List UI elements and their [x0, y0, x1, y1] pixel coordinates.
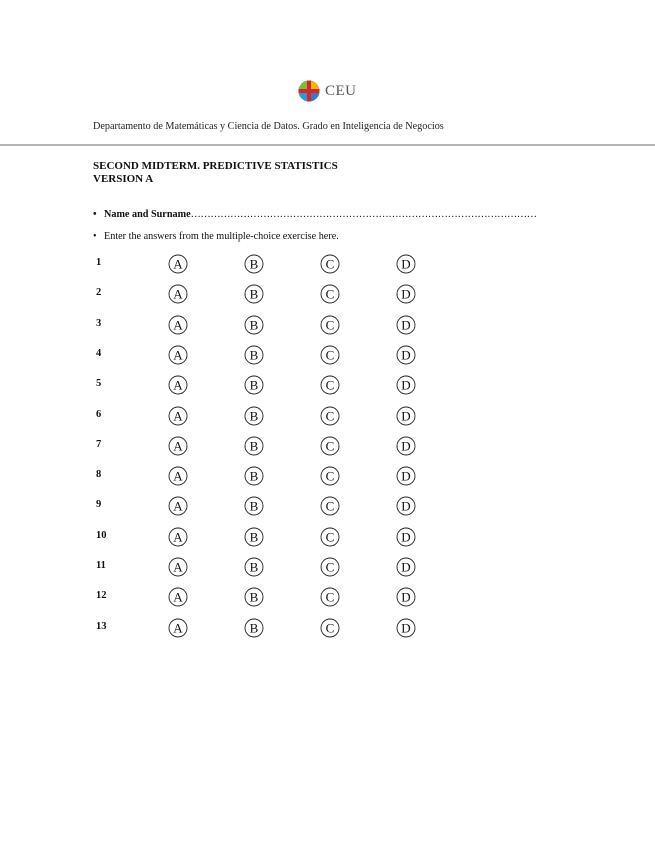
- answer-option-d[interactable]: [396, 254, 416, 274]
- bubble-letter: A: [173, 256, 183, 272]
- answer-option-b[interactable]: [244, 284, 264, 304]
- question-number: 6: [96, 408, 102, 420]
- answer-bubble: [244, 254, 264, 274]
- answer-bubble: [168, 315, 188, 335]
- name-field[interactable]: [93, 209, 537, 220]
- answer-bubble: [244, 406, 264, 426]
- bubble-letter: C: [325, 438, 335, 454]
- bubble-letter: A: [173, 347, 183, 363]
- bubble-letter: A: [173, 498, 183, 514]
- answer-option-c[interactable]: [320, 527, 340, 547]
- bubble-letter: B: [249, 589, 259, 605]
- bullet-icon: •: [93, 231, 97, 242]
- answer-bubble: [244, 496, 264, 516]
- answer-bubble: [320, 496, 340, 516]
- answer-option-c[interactable]: [320, 345, 340, 365]
- exam-title-line1: SECOND MIDTERM. PREDICTIVE STATISTICS: [93, 160, 338, 172]
- bubble-letter: A: [173, 316, 183, 332]
- answer-option-c[interactable]: [320, 466, 340, 486]
- exam-version: VERSION A: [93, 173, 154, 185]
- bubble-letter: A: [173, 619, 183, 635]
- answer-bubble: [320, 436, 340, 456]
- answer-bubble: [396, 254, 416, 274]
- answer-bubble: [168, 557, 188, 577]
- bubble-letter: D: [401, 619, 411, 635]
- bubble-letter: D: [401, 256, 411, 272]
- answer-option-d[interactable]: [396, 375, 416, 395]
- answer-bubble: [396, 284, 416, 304]
- answer-bubble: [396, 527, 416, 547]
- answer-bubble: [168, 284, 188, 304]
- answer-option-d[interactable]: [396, 466, 416, 486]
- answer-option-b[interactable]: [244, 466, 264, 486]
- answer-bubble: [168, 406, 188, 426]
- answer-bubble: [396, 496, 416, 516]
- answer-option-d[interactable]: [396, 406, 416, 426]
- bubble-letter: A: [173, 377, 183, 393]
- bubble-letter: D: [401, 559, 411, 575]
- question-number: 4: [96, 347, 102, 359]
- answer-option-a[interactable]: [168, 557, 188, 577]
- answer-bubble: [396, 315, 416, 335]
- answer-row: [0, 436, 655, 458]
- answer-option-a[interactable]: [168, 406, 188, 426]
- answer-option-a[interactable]: [168, 254, 188, 274]
- answer-bubble: [168, 466, 188, 486]
- answer-option-b[interactable]: [244, 254, 264, 274]
- bubble-letter: C: [325, 286, 335, 302]
- bubble-letter: B: [249, 407, 259, 423]
- question-number: 10: [96, 529, 107, 541]
- bubble-letter: C: [325, 498, 335, 514]
- question-number: 7: [96, 438, 102, 450]
- question-number: 8: [96, 469, 102, 481]
- bubble-letter: B: [249, 619, 259, 635]
- department-header: Departamento de Matemáticas y Ciencia de Datos. Grado en Inteligencia de Negocios: [93, 121, 444, 132]
- answer-bubble: [168, 587, 188, 607]
- answer-row: [0, 345, 655, 367]
- answer-option-a[interactable]: [168, 466, 188, 486]
- answer-option-d[interactable]: [396, 587, 416, 607]
- answer-bubble: [320, 254, 340, 274]
- answer-bubble: [320, 406, 340, 426]
- bubble-letter: D: [401, 347, 411, 363]
- answer-bubble: [396, 345, 416, 365]
- answer-option-d[interactable]: [396, 618, 416, 638]
- bubble-letter: C: [325, 407, 335, 423]
- answer-bubble: [396, 587, 416, 607]
- answer-bubble: [168, 527, 188, 547]
- ceu-cross-icon: [298, 80, 320, 102]
- bubble-letter: B: [249, 256, 259, 272]
- answer-bubble: [244, 375, 264, 395]
- answer-option-a[interactable]: [168, 618, 188, 638]
- bubble-letter: A: [173, 286, 183, 302]
- bubble-letter: C: [325, 559, 335, 575]
- answer-option-d[interactable]: [396, 315, 416, 335]
- bubble-letter: D: [401, 286, 411, 302]
- answer-bubble: [244, 436, 264, 456]
- answer-option-c[interactable]: [320, 587, 340, 607]
- bubble-letter: A: [173, 528, 183, 544]
- answer-bubble: [320, 527, 340, 547]
- bubble-letter: C: [325, 589, 335, 605]
- answer-bubble: [168, 496, 188, 516]
- answer-option-c[interactable]: [320, 406, 340, 426]
- answer-row: [0, 284, 655, 306]
- bubble-letter: C: [325, 347, 335, 363]
- answer-option-c[interactable]: [320, 557, 340, 577]
- answer-option-c[interactable]: [320, 254, 340, 274]
- answer-row: [0, 527, 655, 549]
- answer-option-b[interactable]: [244, 587, 264, 607]
- answer-bubble: [320, 466, 340, 486]
- answer-row: [0, 557, 655, 579]
- answer-option-b[interactable]: [244, 557, 264, 577]
- bubble-letter: C: [325, 377, 335, 393]
- bubble-letter: B: [249, 559, 259, 575]
- answer-row: [0, 587, 655, 609]
- answer-row: [0, 375, 655, 397]
- answer-option-a[interactable]: [168, 587, 188, 607]
- bubble-letter: C: [325, 619, 335, 635]
- answer-row: [0, 254, 655, 276]
- answer-option-b[interactable]: [244, 375, 264, 395]
- bubble-letter: D: [401, 377, 411, 393]
- question-number: 9: [96, 499, 102, 511]
- bubble-letter: C: [325, 528, 335, 544]
- answer-bubble: [396, 375, 416, 395]
- bubble-letter: B: [249, 377, 259, 393]
- bubble-letter: C: [325, 256, 335, 272]
- bubble-letter: D: [401, 528, 411, 544]
- answer-option-d[interactable]: [396, 557, 416, 577]
- answer-option-a[interactable]: [168, 284, 188, 304]
- answer-option-a[interactable]: [168, 315, 188, 335]
- answer-bubble: [396, 436, 416, 456]
- question-number: 11: [96, 560, 106, 571]
- answer-bubble: [320, 618, 340, 638]
- answer-bubble: [320, 315, 340, 335]
- answer-option-d[interactable]: [396, 527, 416, 547]
- answer-row: [0, 496, 655, 518]
- bubble-letter: B: [249, 286, 259, 302]
- bubble-letter: C: [325, 316, 335, 332]
- answer-option-c[interactable]: [320, 284, 340, 304]
- answer-bubble: [244, 587, 264, 607]
- question-number: 12: [96, 590, 107, 602]
- answer-option-a[interactable]: [168, 496, 188, 516]
- answer-bubble: [320, 345, 340, 365]
- answer-bubble: [244, 527, 264, 547]
- answer-bubble: [244, 466, 264, 486]
- bubble-letter: D: [401, 498, 411, 514]
- answer-option-c[interactable]: [320, 496, 340, 516]
- bullet-icon: •: [93, 209, 97, 220]
- exam-title: [93, 160, 338, 186]
- answer-bubble: [396, 406, 416, 426]
- answer-option-b[interactable]: [244, 406, 264, 426]
- bubble-letter: B: [249, 468, 259, 484]
- answer-bubble: [320, 557, 340, 577]
- answer-option-d[interactable]: [396, 345, 416, 365]
- answer-option-a[interactable]: [168, 345, 188, 365]
- answer-bubble: [168, 436, 188, 456]
- bubble-letter: A: [173, 589, 183, 605]
- answer-option-d[interactable]: [396, 496, 416, 516]
- answer-option-d[interactable]: [396, 436, 416, 456]
- answer-option-a[interactable]: [168, 436, 188, 456]
- answer-option-c[interactable]: [320, 315, 340, 335]
- bubble-letter: A: [173, 559, 183, 575]
- bubble-letter: D: [401, 407, 411, 423]
- answer-option-b[interactable]: [244, 436, 264, 456]
- answer-bubble: [244, 284, 264, 304]
- answer-bubble: [320, 375, 340, 395]
- bubble-letter: B: [249, 316, 259, 332]
- answer-option-b[interactable]: [244, 527, 264, 547]
- answer-bubble: [320, 587, 340, 607]
- answer-bubble: [396, 466, 416, 486]
- bubble-letter: A: [173, 438, 183, 454]
- header-divider: [0, 144, 655, 146]
- name-field-label: Name and Surname: [104, 209, 191, 220]
- answer-option-d[interactable]: [396, 284, 416, 304]
- answer-bubble: [244, 315, 264, 335]
- answer-option-b[interactable]: [244, 345, 264, 365]
- answer-option-c[interactable]: [320, 618, 340, 638]
- answer-option-a[interactable]: [168, 527, 188, 547]
- question-number: 2: [96, 287, 102, 299]
- bubble-letter: C: [325, 468, 335, 484]
- answer-bubble: [168, 254, 188, 274]
- answer-bubble: [244, 618, 264, 638]
- question-number: 1: [96, 257, 102, 268]
- instructions-text: Enter the answers from the multiple-choice exercise here.: [104, 231, 339, 242]
- ceu-logo: [298, 80, 358, 106]
- answer-option-a[interactable]: [168, 375, 188, 395]
- answer-bubble: [244, 557, 264, 577]
- bubble-letter: B: [249, 528, 259, 544]
- bubble-letter: D: [401, 438, 411, 454]
- bubble-letter: A: [173, 468, 183, 484]
- bubble-letter: B: [249, 347, 259, 363]
- answer-bubble: [168, 375, 188, 395]
- bubble-letter: B: [249, 498, 259, 514]
- question-number: 5: [96, 378, 102, 390]
- bubble-letter: B: [249, 438, 259, 454]
- answer-bubble: [396, 557, 416, 577]
- answer-option-b[interactable]: [244, 618, 264, 638]
- answer-option-c[interactable]: [320, 375, 340, 395]
- bubble-letter: A: [173, 407, 183, 423]
- bubble-letter: D: [401, 468, 411, 484]
- answer-row: [0, 466, 655, 488]
- answer-bubble: [244, 345, 264, 365]
- logo-text: CEU: [325, 83, 357, 99]
- answer-bubble: [320, 284, 340, 304]
- answer-bubble: [396, 618, 416, 638]
- answer-row: [0, 406, 655, 428]
- answer-row: [0, 315, 655, 337]
- instructions: [93, 231, 339, 242]
- answer-option-c[interactable]: [320, 436, 340, 456]
- question-number: 3: [96, 317, 102, 329]
- answer-option-b[interactable]: [244, 496, 264, 516]
- answer-bubble: [168, 345, 188, 365]
- bubble-letter: D: [401, 589, 411, 605]
- answer-row: [0, 618, 655, 640]
- bubble-letter: D: [401, 316, 411, 332]
- question-number: 13: [96, 620, 107, 632]
- answer-bubble: [168, 618, 188, 638]
- name-field-blank[interactable]: ……………………………………………………………………………………………: [190, 209, 537, 220]
- answer-option-b[interactable]: [244, 315, 264, 335]
